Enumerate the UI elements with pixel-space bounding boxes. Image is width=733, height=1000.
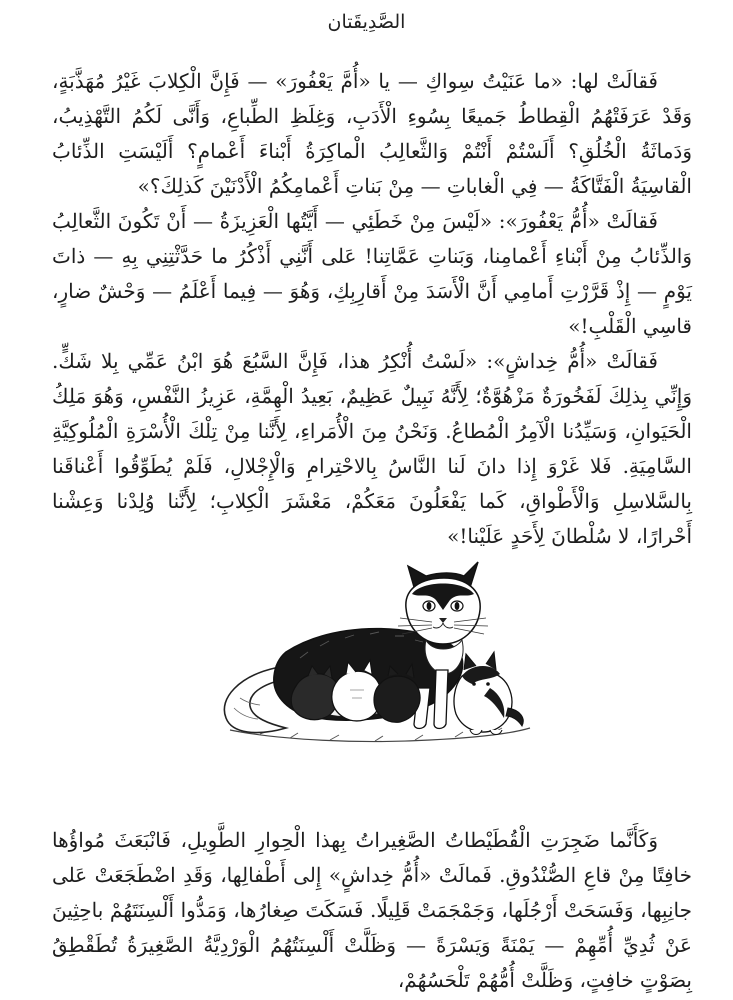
paragraph: فَقالَتْ لها: «ما عَنَيْتُ سِواكِ — يا «أُمَّ يَعْفُورَ» — فَإِنَّ الْكِلابَ غَيْرُ مُهَذَّبَةٍ، وَقَدْ عَرَفَتْهُمُ الْقِطاطُ جَميعًا بِسُوءِ الْأَدَبِ، وَغِلَظِ الطِّباعِ، وَأَنَّى لَكُمُ التَّهْذِيبُ، وَدَماثَةُ الْخُلُقِ؟ أَلَسْتُمْ أَنْتُمْ وَالثَّعالِبُ الْماكِرَةُ أَبْناءَ أَعْمامٍ؟ أَلَيْسَتِ الذِّئابُ الْقاسِيَةُ الْفَتَّاكَةُ — فِي الْغاباتِ — مِنْ بَناتِ أَعْمامِكُمُ الْأَدْنَيْنَ كَذلِكَ؟» <box>52 69 692 198</box>
paragraph: وَكَأَنَّما ضَجِرَتِ الْقُطَيْطاتُ الصَّغِيراتُ بِهذا الْحِوارِ الطَّوِيلِ، فَانْبَعَثَ مُواؤُها خافِتًا مِنْ قاعِ الصُّنْدُوقِ. فَمالَتْ «أُمُّ خِداشٍ» إِلى أَطْفالِها، وَقَدِ اضْطَجَعَتْ عَلى جانِبِها، وَفَسَحَتْ أَرْجُلَها، وَجَمْجَمَتْ قَلِيلًا. فَسَكَتَ صِغارُها، وَمَدُّوا أَلْسِنَتَهُمْ باحِثِينَ عَنْ ثُدِيِّ أُمِّهِمْ — يَمْنَةً وَيَسْرَةً — وَظَلَّتْ أَلْسِنَتُهُمُ الْوَرْدِيَّةُ الصَّغِيرَةُ تُطَقْطِقُ بِصَوْتٍ خافِتٍ، وَظَلَّتْ أُمُّهُمْ تَلْحَسُهُمْ، <box>52 828 692 992</box>
running-title: الصَّدِيقَتان <box>327 11 406 33</box>
text-block-bottom <box>52 823 692 998</box>
paragraph: فَقالَتْ «أُمُّ يَعْفُورَ»: «لَيْسَ مِنْ خَطَئِي — أَيَّتُها الْعَزِيزَةُ — أَنْ تَكُونَ الثَّعالِبُ وَالذِّئابُ مِنْ أَبْناءِ أَعْمامِنا، وَبَناتِ عَمَّاتِنا! عَلى أَنَّنِي أَذْكُرُ ما حَدَّثْتِنِي بِهِ — ذاتَ يَوْمٍ — إِذْ قَرَّرْتِ أَمامِي أَنَّ الْأَسَدَ مِنْ أَقارِبِكِ، وَهُوَ — فِيما أَعْلَمُ — وَحْشٌ ضارٍ، قاسِي الْقَلْبِ!» <box>52 209 692 338</box>
text-block-top <box>52 64 692 554</box>
paragraph: فَقالَتْ «أُمُّ خِداشٍ»: «لَسْتُ أُنْكِرُ هذا، فَإِنَّ السَّبُعَ هُوَ ابْنُ عَمِّي بِلا شَكٍّ. وَإِنِّي بِذلِكَ لَفَخُورَةٌ مَزْهُوَّةٌ؛ لِأَنَّهُ نَبِيلٌ عَظِيمٌ، بَعِيدُ الْهِمَّةِ، عَزِيزُ النَّفْسِ، وَهُوَ مَلِكُ الْحَيَوانِ، وَسَيِّدُنا الْآمِرُ الْمُطاعُ. وَنَحْنُ مِنَ الْأُمَراءِ، لِأَنَّنا مِنْ تِلْكَ الْأُسْرَةِ الْمُلُوكِيَّةِ السَّامِيَةِ. فَلا غَرْوَ إِذا دانَ لَنا النَّاسُ بِالاحْتِرامِ وَالْإِجْلالِ، فَلَمْ يُطَوِّقُوا أَعْناقَنا بِالسَّلاسِلِ وَالْأَطْواقِ، كَما يَفْعَلُونَ مَعَكُمْ، مَعْشَرَ الْكِلابِ؛ لِأَنَّنا وُلِدْنا وَعِشْنا أَحْرارًا، لا سُلْطانَ لِأَحَدٍ عَلَيْنا!» <box>52 349 692 548</box>
mother-cat-nursing-kittens-illustration <box>200 548 540 748</box>
